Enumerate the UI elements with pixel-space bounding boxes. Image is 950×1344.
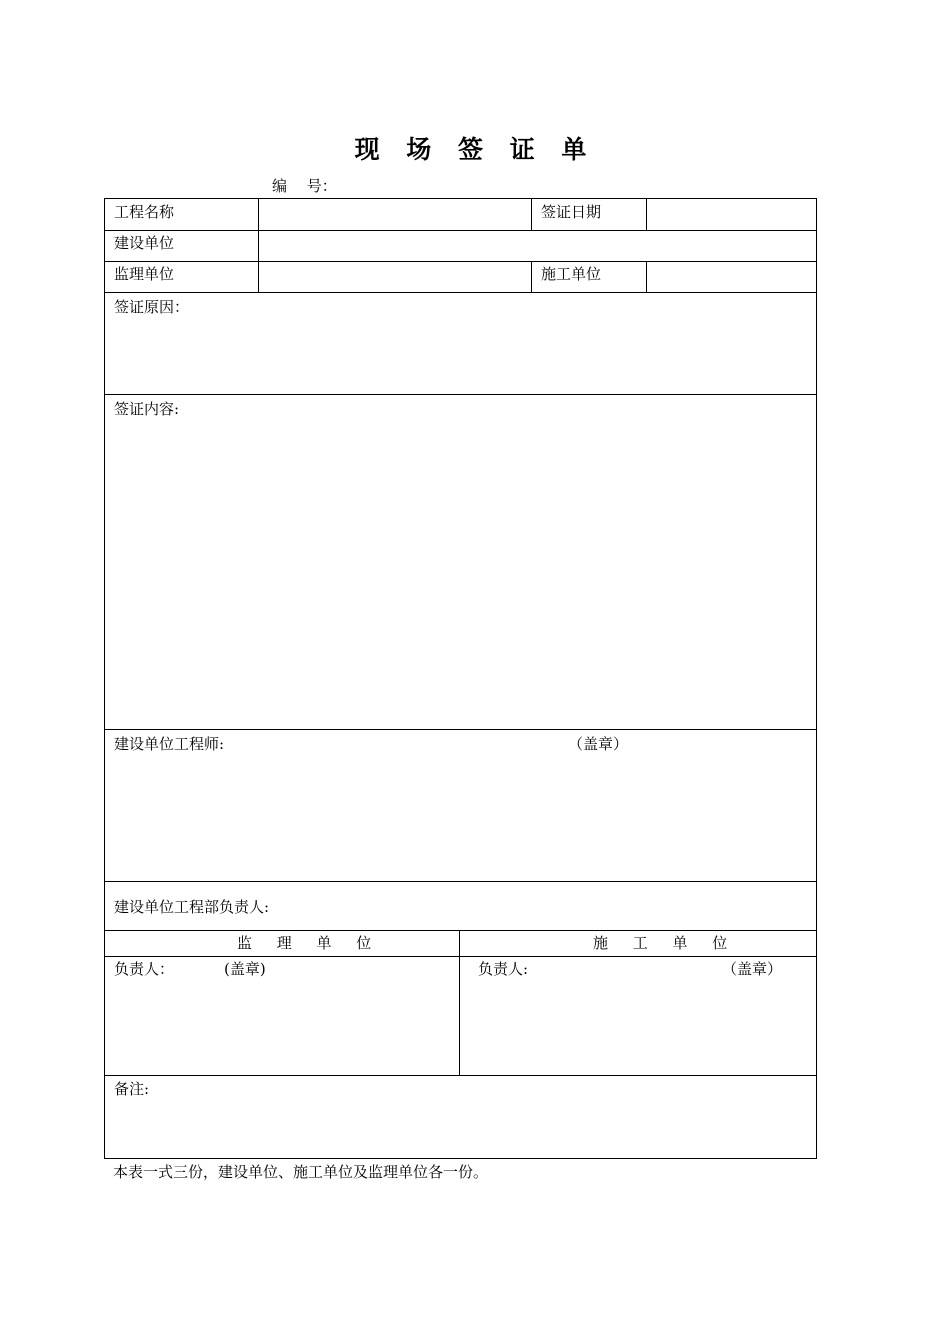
supervision-seal-label: (盖章)	[224, 960, 266, 978]
row-divider	[104, 956, 817, 957]
client-seal-label: （盖章）	[568, 735, 629, 753]
supervision-unit-header: 监 理 单 位	[237, 934, 382, 952]
supervision-person-label: 负责人：	[114, 960, 175, 978]
remarks-label: 备注:	[114, 1080, 150, 1098]
construction-unit-field[interactable]	[647, 262, 816, 292]
row-divider	[104, 394, 817, 395]
row-divider	[104, 292, 817, 293]
visa-content-field[interactable]	[105, 420, 816, 729]
visa-reason-label: 签证原因：	[114, 298, 190, 316]
row-divider	[104, 930, 817, 931]
construction-person-label: 负责人:	[478, 960, 529, 978]
client-unit-field[interactable]	[259, 231, 816, 261]
visa-reason-field[interactable]	[105, 318, 816, 394]
client-dept-head-label: 建设单位工程部负责人:	[114, 898, 270, 916]
supervision-signature-field[interactable]	[105, 982, 459, 1075]
construction-unit-header: 施 工 单 位	[593, 934, 738, 952]
column-divider	[531, 261, 532, 293]
project-name-label: 工程名称	[114, 203, 175, 221]
client-engineer-label: 建设单位工程师:	[114, 735, 225, 753]
serial-number-label: 编 号：	[272, 177, 337, 195]
visa-date-field[interactable]	[647, 199, 816, 230]
project-name-field[interactable]	[259, 199, 531, 230]
visa-content-label: 签证内容:	[114, 400, 180, 418]
supervision-unit-field[interactable]	[259, 262, 531, 292]
client-unit-label: 建设单位	[114, 234, 175, 252]
construction-seal-label: （盖章）	[722, 960, 783, 978]
row-divider	[104, 1075, 817, 1076]
footer-note: 本表一式三份，建设单位、施工单位及监理单位各一份。	[113, 1163, 489, 1181]
client-engineer-field[interactable]	[105, 756, 816, 881]
visa-date-label: 签证日期	[541, 203, 602, 221]
remarks-field[interactable]	[105, 1100, 816, 1158]
construction-signature-field[interactable]	[460, 982, 816, 1075]
construction-unit-label: 施工单位	[541, 265, 602, 283]
row-divider	[104, 729, 817, 730]
column-divider	[531, 198, 532, 231]
document-title: 现 场 签 证 单	[354, 135, 596, 164]
supervision-unit-label: 监理单位	[114, 265, 175, 283]
row-divider	[104, 881, 817, 882]
